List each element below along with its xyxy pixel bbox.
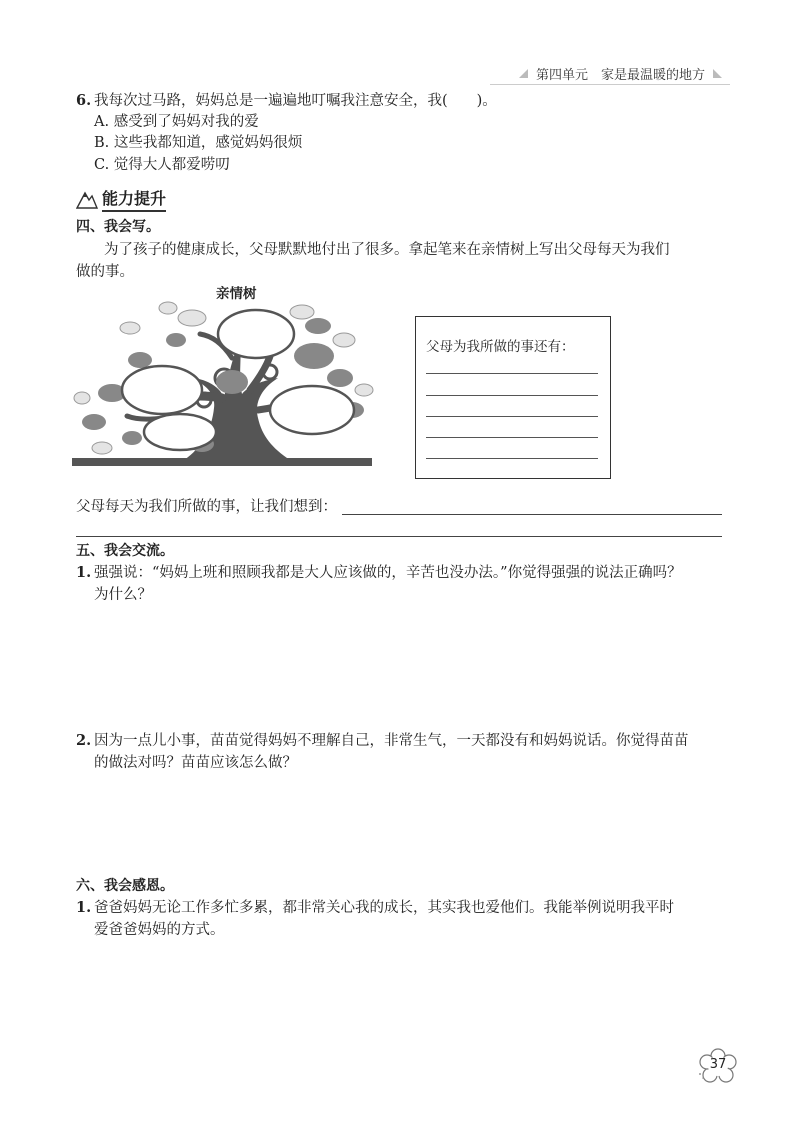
panel-answer-line[interactable]	[426, 416, 598, 417]
page-header	[519, 64, 722, 83]
q6-option-c: C. 觉得大人都爱唠叨	[94, 157, 230, 173]
part5-q2-line1: 因为一点儿小事，苗苗觉得妈妈不理解自己，非常生气，一天都没有和妈妈说话。你觉得苗苗	[94, 733, 689, 749]
part6-q1-number: 1.	[76, 899, 92, 916]
part5-q1-answer-area[interactable]	[94, 610, 724, 720]
think-answer-line-1[interactable]	[342, 514, 722, 515]
think-prompt: 父母每天为我们所做的事，让我们想到：	[76, 499, 337, 515]
mountain-icon	[76, 189, 98, 209]
part6-title: 六、我会感恩。	[76, 878, 174, 894]
part5-q2-line2: 的做法对吗？苗苗应该怎么做？	[94, 755, 297, 771]
parents-deeds-box	[415, 316, 611, 479]
part5-q1-line2: 为什么？	[94, 587, 152, 603]
part6-q1-line2: 爱爸爸妈妈的方式。	[94, 922, 225, 938]
think-answer-line-2[interactable]	[76, 536, 722, 537]
part5-title: 五、我会交流。	[76, 543, 174, 559]
panel-answer-line[interactable]	[426, 458, 598, 459]
unit-title: 第四单元 家是最温暖的地方	[535, 68, 705, 83]
part5-q2-number: 2.	[76, 732, 92, 749]
page-number: 37	[709, 1057, 727, 1072]
family-tree-illustration	[72, 298, 382, 470]
page-number-badge	[698, 1048, 738, 1084]
q6-option-a: A. 感受到了妈妈对我的爱	[94, 114, 259, 130]
tree-blank-oval-bottom[interactable]	[144, 414, 216, 450]
part6-q1-line1: 爸爸妈妈无论工作多忙多累，都非常关心我的成长，其实我也爱他们。我能举例说明我平时	[94, 900, 674, 916]
part5-q1-line1: 强强说：“妈妈上班和照顾我都是大人应该做的，辛苦也没办法。”你觉得强强的说法正确吗？	[94, 565, 682, 581]
part4-title: 四、我会写。	[76, 219, 160, 235]
triangle-left-icon	[519, 69, 528, 78]
header-divider	[490, 84, 730, 85]
part4-para-line2: 做的事。	[76, 264, 134, 280]
panel-answer-line[interactable]	[426, 395, 598, 396]
part5-q2-answer-area[interactable]	[94, 778, 724, 873]
part6-q1-answer-area[interactable]	[94, 945, 724, 1040]
parents-deeds-box-title: 父母为我所做的事还有：	[426, 339, 575, 355]
part4-para-line1: 为了孩子的健康成长，父母默默地付出了很多。拿起笔来在亲情树上写出父母每天为我们	[104, 242, 670, 258]
tree-blank-oval-top[interactable]	[218, 310, 294, 358]
q6-text: 我每次过马路，妈妈总是一遍遍地叮嘱我注意安全，我( )。	[94, 93, 497, 109]
part5-q1-number: 1.	[76, 564, 92, 581]
section-ability-title: 能力提升	[102, 186, 166, 212]
panel-answer-line[interactable]	[426, 373, 598, 374]
section-ability	[76, 186, 166, 212]
tree-blank-oval-left[interactable]	[122, 366, 202, 414]
tree-blank-oval-right[interactable]	[270, 386, 354, 434]
triangle-right-icon	[713, 69, 722, 78]
q6-number: 6.	[76, 92, 92, 109]
panel-answer-line[interactable]	[426, 437, 598, 438]
q6-option-b: B. 这些我都知道，感觉妈妈很烦	[94, 135, 303, 151]
tree-title: 亲情树	[216, 286, 257, 302]
